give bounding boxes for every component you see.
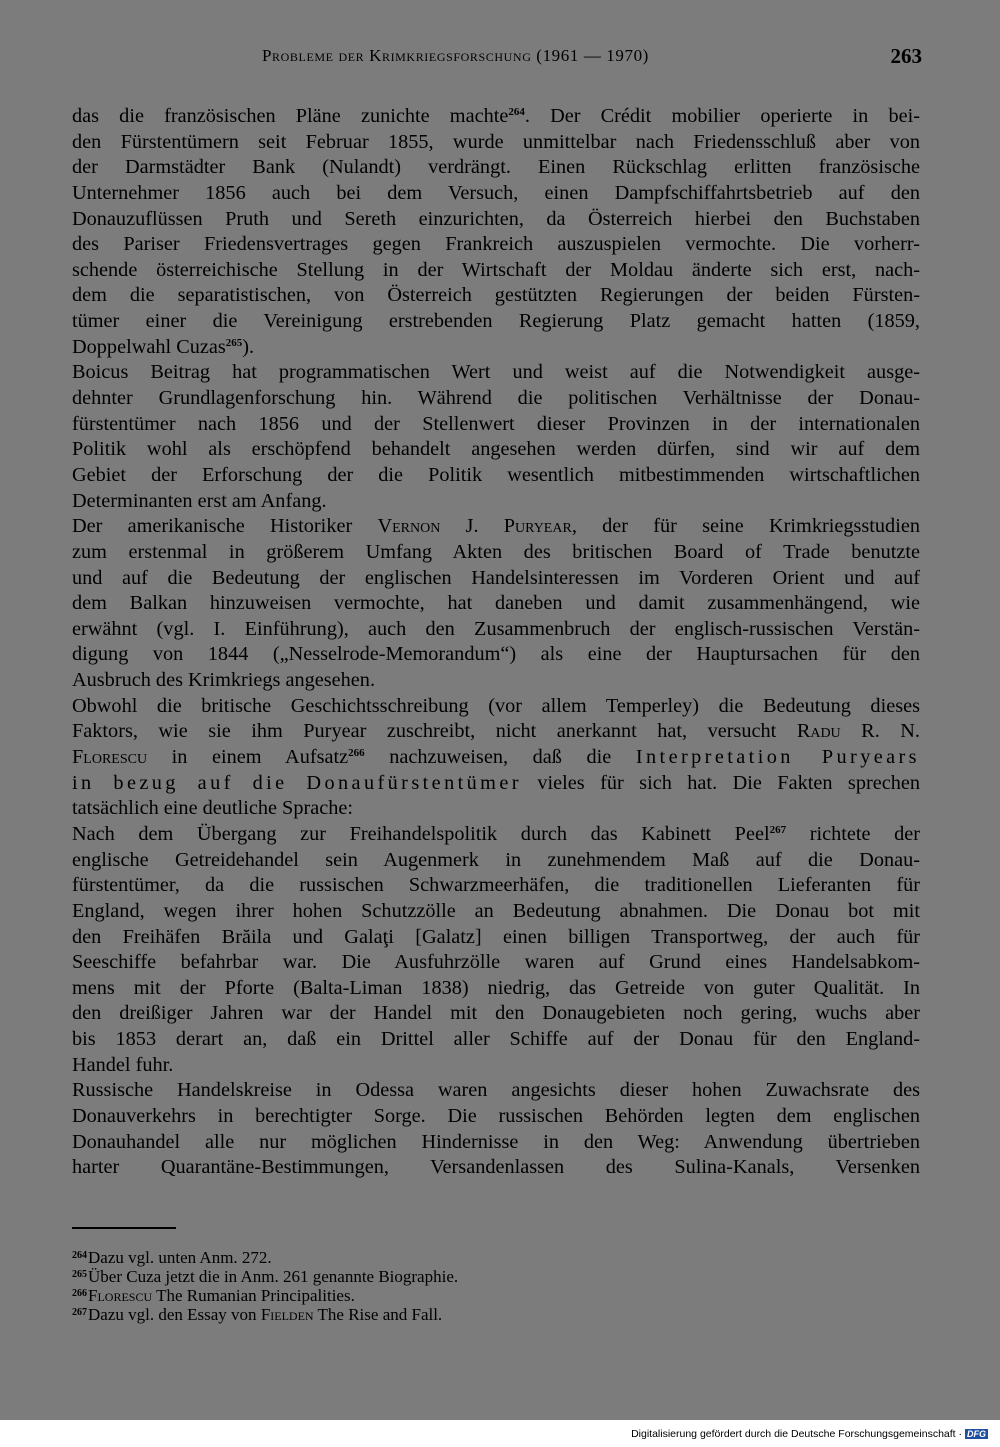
text-line: tümer einer die Vereinigung erstrebenden Regierung Platz gemacht hatten (1859, [72,310,920,333]
text-line [72,104,920,130]
footnote-number: 265 [72,1269,87,1280]
footnote-number: 267 [72,1307,87,1318]
footnote-text: Dazu vgl. unten Anm. 272. [88,1248,272,1267]
text-line: England, wegen ihrer hohen Schutzzölle an Bedeutung abnahmen. Die Donau bot mit [72,899,920,922]
text-span: in einem Aufsatz [147,746,349,769]
text-line: Donauverkehrs in berechtigter Sorge. Die russischen Behörden legten dem englischen [72,1104,920,1127]
text-line: fürstentümer, da die russischen Schwarzmeerhäfen, die traditionellen Lieferanten für [72,874,920,897]
text-line: fürstentümer nach 1856 und der Stellenwert dieser Provinzen in der internationalen [72,412,920,435]
text-line: Gebiet der Erforschung der die Politik wesentlich mitbestimmenden wirtschaftlichen [72,463,920,486]
text-span: vieles für sich hat. Die Fakten sprechen [521,771,920,794]
text-line: englische Getreidehandel sein Augenmerk in zunehmendem Maß auf die Donau- [72,848,920,871]
text-line: schende österreichische Stellung in der Wirtschaft der Moldau änderte sich erst, nach- [72,258,920,281]
footnote-number: 266 [72,1288,87,1299]
running-title: Probleme der Krimkriegsforschung (1961 — 1970) [262,46,649,65]
text-line: digung von 1844 („Nesselrode-Memorandum“) als eine der Hauptursachen für den [72,643,920,666]
author-name: Radu R. N. [796,720,920,743]
text-line: tatsächlich eine deutliche Sprache: [72,797,353,820]
text-span: richtete der [786,822,921,845]
text-line: Ausbruch des Krimkriegs angesehen. [72,669,376,692]
text-line: den dreißiger Jahren war der Handel mit den Donaugebieten noch gering, wuchs aber [72,1002,920,1025]
text-line [72,822,920,848]
text-line: dehnter Grundlagenforschung hin. Während die politischen Verhältnisse der Donau- [72,387,920,410]
dfg-logo: DFG [967,1429,986,1439]
text-line: Boicus Beitrag hat programmatischen Wert und weist auf die Notwendigkeit ausge- [72,361,920,384]
footnotes [72,1246,922,1322]
text-line: Donauzuflüssen Pruth und Sereth einzurichten, da Österreich hierbei den Buchstaben [72,207,920,230]
footnote-divider [72,1227,176,1229]
footnote-text: The Rumanian Principalities. [152,1286,355,1305]
footnote-text: Dazu vgl. den Essay von [88,1305,261,1324]
author-name: Vernon J. Puryear [377,515,572,538]
text-span: das die französischen Pläne zunichte machte [72,105,509,127]
footnote [72,1246,922,1265]
text-line: Determinanten erst am Anfang. [72,489,327,512]
footnote-ref: 267 [769,823,787,836]
text-span: Doppelwahl Cuzas [72,335,226,358]
text-span: Faktors, wie sie ihm Puryear zuschreibt, nicht anerkannt hat, versucht [72,720,777,743]
spaced-emphasis: in bezug auf die Donaufürstentümer [72,771,522,794]
text-line: der Darmstädter Bank (Nulandt) verdrängt. Einen Rückschlag erlitten französische [72,156,920,179]
text-line: Seeschiffe befahrbar war. Die Ausfuhrzölle waren auf Grund eines Handelsabkom- [72,951,920,974]
text-line [72,771,920,797]
text-span: Nach dem Übergang zur Freihandelspolitik durch das Kabinett Peel [72,822,770,845]
text-line: des Pariser Friedensvertrages gegen Frankreich auszuspielen vermochte. Die vorherr- [72,233,920,256]
text-line: und auf die Bedeutung der englischen Handelsinteressen im Vorderen Orient und auf [72,566,920,589]
text-line: Russische Handelskreise in Odessa waren angesichts dieser hohen Zuwachsrate des [72,1079,920,1102]
author-name: Florescu [72,746,148,769]
text-line: erwähnt (vgl. I. Einführung), auch den Zusammenbruch der englisch-russischen Verstän- [72,617,920,640]
text-line: Politik wohl als erschöpfend behandelt angesehen werden dürfen, sind wir auf dem [72,438,920,461]
body-text [72,104,920,1181]
text-line: Handel fuhr. [72,1053,174,1076]
footnote [72,1265,922,1284]
footnote-number: 264 [72,1250,87,1261]
credit-text: Digitalisierung gefördert durch die Deutsche Forschungsgemeinschaft · [631,1428,962,1440]
text-span: Der amerikanische Historiker [72,515,353,538]
footnote [72,1303,922,1322]
text-line: mens mit der Pforte (Balta-Liman 1838) niedrig, das Getreide von guter Qualität. In [72,976,920,999]
text-line: Unternehmer 1856 auch bei dem Versuch, einen Dampfschiffahrtsbetrieb auf den [72,181,920,204]
footnote-ref: 265 [225,336,243,349]
text-line: zum erstenmal in größerem Umfang Akten des britischen Board of Trade benutzte [72,540,920,563]
author-name: Fielden [260,1305,314,1324]
text-line: bis 1853 derart an, daß ein Drittel aller Schiffe auf der Donau für den England- [72,1028,920,1051]
author-name: Florescu [88,1286,153,1305]
text-line: den Fürstentümern seit Februar 1855, wurde unmittelbar nach Friedensschluß aber von [72,130,920,153]
text-line: Donauhandel alle nur möglichen Hindernisse in den Weg: Anwendung übertrieben [72,1130,920,1153]
text-line [72,745,920,771]
footnote-ref: 266 [348,747,365,760]
page-number: 263 [890,44,922,68]
text-line: dem Balkan hinzuweisen vermochte, hat daneben und damit zusammenhängend, wie [72,592,920,615]
text-line: Obwohl die britische Geschichtsschreibung (vor allem Temperley) die Bedeutung dieses [72,694,920,717]
digitization-credit [631,1428,988,1442]
text-span: , der für seine Krimkriegsstudien [571,515,920,538]
text-line: dem die separatistischen, von Österreich gestützten Regierungen der beiden Fürsten- [72,284,920,307]
text-line: den Freihäfen Brăila und Galaţi [Galatz] einen billigen Transportweg, der auch für [72,925,920,948]
text-span: nachzuweisen, daß die [364,746,636,769]
footnote-text: The Rise and Fall. [313,1305,443,1324]
footnote-ref: 264 [508,106,525,118]
footnote-text: Über Cuza jetzt die in Anm. 261 genannte Biographie. [88,1267,459,1286]
text-line [72,514,920,540]
text-line [72,719,920,745]
text-span: . Der Crédit mobilier operierte in bei- [524,105,920,127]
text-span: ). [242,335,255,358]
footnote [72,1284,922,1303]
text-line: harter Quarantäne-Bestimmungen, Versandenlassen des Sulina-Kanals, Versenken [72,1156,920,1179]
text-line [72,335,920,361]
running-header [72,46,922,76]
spaced-emphasis: Interpretation Puryears [635,746,920,769]
